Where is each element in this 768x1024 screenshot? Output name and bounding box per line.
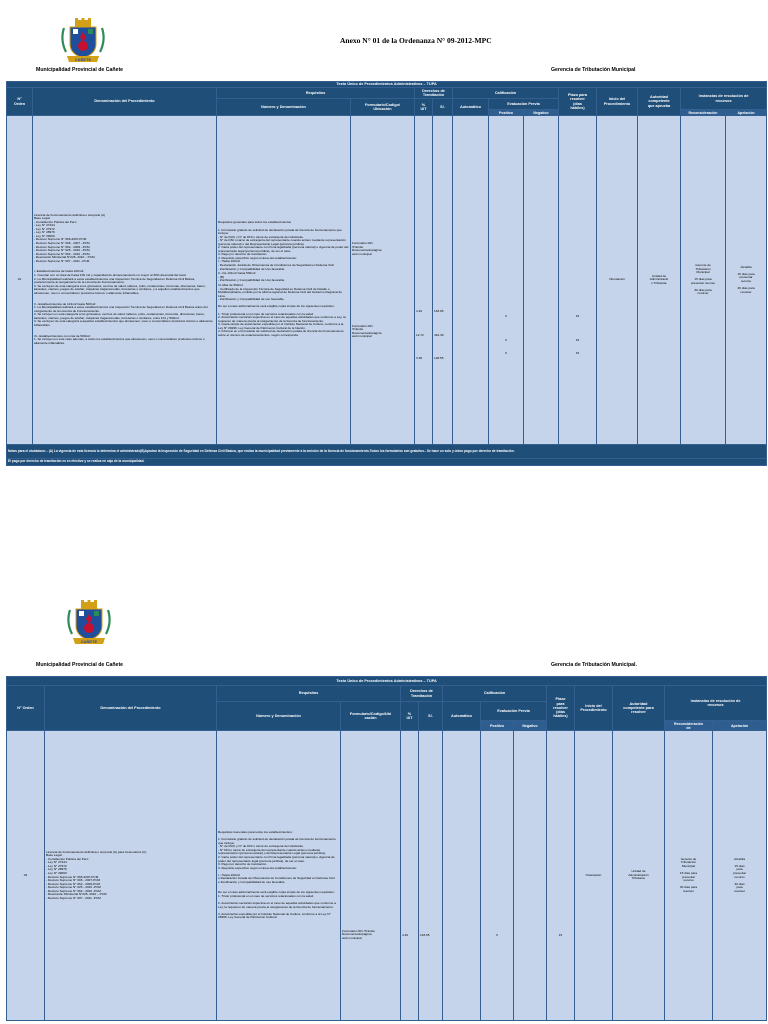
appeal-col-header: Apelación (713, 721, 767, 731)
days-value: 15 (558, 932, 563, 937)
days-value-1: 15 (575, 314, 580, 319)
days-cell (547, 731, 575, 1021)
procedure-section-i: I.-Establecimientos de hasta 100m2: 1. Cuentan con un área de hasta 100 m2 y capacidad de almacenamiento no mayor al 30% área total del local. 2. La Municipalidad realizará a estos establecimientos una Inspección Técnica de Seguridad en Defensa Civil Básica, posteriormente al otorgamiento de la Licencia de Funcionamiento. 3. Se excluyen de esta categoría a los gimnasios, centros de salud, talleres, pubs, restaurantes, licorerías, discotecas, bares, karaokes, casinos, juegos de azahar, máquinas tragamonedas, ferreterías o similares, y a aquellos establecimientos que almacenen, usen o comercialicen productos tóxicos o altamente inflamables. (34, 269, 206, 295)
number-name-header: Número y Denominación (217, 99, 351, 116)
form-location-2: Formulario 001 /Trámite Documentario/página web municipal (352, 323, 382, 339)
reconsideration-cell: Gerente de Tributación Municipal 15 días para presentar recurso 30 días para resolver (681, 116, 726, 445)
municipality-name: Municipalidad Provincial de Cañete (36, 662, 124, 668)
requirements-cell: Requisitos Generales para todos los establecimientos: 1. Formulario gratuito de solicitud de declaración jurada de licencia de funcionamiento que incluya: - N° de RUC y N° de DNI o carné de extranjería del solicitante. - N° DNI o carné de extranjería del representante cuando actúen mediante representación (persona natural) o del Representante Legal (persona jurídica). 2. Carta poder del representante con firma legalizada (persona natural) o vigencia de poder del representante legal (persona jurídica), de ser el caso. 3. Pago por derecho de tramitación 3. Requisito específico según el área del establecimiento: I.- Hasta 100m2 o Declaración Jurada de Observancia de Condiciones de Seguridad en Defensa Civil. o Zonificación y Compatibilidad de uso favorable De ser el caso adicionalmente será exigible copia simple de los siguientes requisitos: 1. Título profesional en el caso de servicios relacionados con la salud. 2. Autorización sectorial respectiva en el caso de aquellas actividades que conforme a Ley, la requieren de manera previa al otorgamiento de la licencia de funcionamiento. 3. Autorización expedida por el Instituto Nacional de Cultura, conforme a la Ley N° 28296, Ley General de Patrimonio Cultural (217, 731, 341, 1021)
requirements-header: Requisitos (217, 686, 401, 702)
start-cell: Orientación (575, 731, 613, 1021)
uit-header: % UIT (401, 702, 419, 731)
automatic-cell (453, 116, 489, 445)
days-cell (559, 116, 597, 445)
procedure-header: Denominación del Procedimiento (45, 686, 217, 731)
start-header: Inicio del Procedimiento (575, 686, 613, 731)
annex-title: Anexo N° 01 de la Ordenanza N° 09-2012-MPC (340, 36, 492, 45)
municipality-name: Municipalidad Provincial de Cañete (36, 67, 124, 73)
soles-value-1: 163.95 (434, 309, 444, 314)
negative-header: Negativo (524, 110, 559, 116)
positive-mark: X (495, 932, 499, 937)
tupa-table (6, 81, 767, 466)
negative-cell (524, 116, 559, 445)
requirements-cell (217, 116, 351, 445)
form-location-1: Formulario 001 /Trámite Documentario/página web municipal (352, 241, 382, 256)
uit-value-1: 4.49 (416, 309, 423, 314)
soles-header: S/. (433, 99, 453, 116)
appeal-cell: Alcaldía 15 días para presentar recurso 30 días para resolver (713, 731, 767, 1021)
prior-eval-header: Evaluación Previa (489, 99, 559, 110)
table-row (7, 731, 767, 1021)
form-cell (341, 731, 401, 1021)
uit-value: 4.49 (402, 932, 409, 937)
form-header: Formulario/Codigo/Ubi cación (341, 702, 401, 731)
order-header: N° Orden (7, 686, 45, 731)
tupa-title: Texto Único de Procedimientos Administrativos – TUPA (7, 82, 767, 88)
requirements-iii: III.-Más de 500m2 - Certificado de la Inspección Técnica de Seguridad en Defensa Civil de Detalle o Multidisciplinaria, emitido por la oficina regional de Defensa Civil del Gobierno Regional de Lima. - Zonificación y Compatibilidad de uso favorable De ser el caso adicionalmente será exigible copia simple de los siguientes requisitos: 1. Título profesional en el caso de servicios relacionados con la salud. 2. Autorización sectorial respectiva en el caso de aquellas actividades que conforme a Ley, la requieren de manera previa al otorgamiento de la licencia de funcionamiento. 3. Copia simple de autorización expedida por el Instituto Nacional de Cultura, conforme a la Ley N° 28296, Ley General de Patrimonio Cultural de la Nación. 4. Informar en el formulario de solicitud de declaración jurada de licencia de funcionamiento sobre el número de estacionamientos, según corresponda. (218, 283, 346, 337)
rating-header: Calificación (443, 686, 547, 702)
positive-header: Positivo (489, 110, 524, 116)
reconsideration-header: Reconsideración de (665, 721, 713, 731)
document-page-2 (0, 580, 768, 1024)
citizen-notes: Notas para el ciudadano: - (A) La vigencia de esta licencia lo determina el administrado(B)Aprobar la Inspección de Seguridad en Defensa Civil Básica, que realiza la municipalidad previamente a la emisión de la licencia de funcionamiento-Todos los formularios son gratuitos.- Se hace un solo y único pago por derecho de tramitación. (7, 445, 767, 459)
uit-value-3: 3.38 (416, 356, 423, 361)
appeal-col-header: Apelación (726, 110, 767, 116)
order-number: 02 (7, 731, 45, 1021)
positive-cell (489, 116, 524, 445)
deadline-header: Plazo para resolver (días hábiles) (547, 686, 575, 731)
requirements-header: Requisitos (217, 88, 415, 99)
negative-cell (514, 731, 547, 1021)
municipal-crest-icon (58, 18, 108, 64)
number-name-header: Número y Denominación (217, 702, 341, 731)
reconsideration-cell: Gerente de Tributación Municipal 15 días para presentar recurso 30 días para resolver (665, 731, 713, 1021)
uit-cell (415, 116, 433, 445)
prior-eval-header: Evaluación Previa (481, 702, 547, 721)
reconsideration-header: Reconsideración (681, 110, 726, 116)
automatic-header: Automático (443, 702, 481, 731)
municipal-crest-icon (64, 600, 114, 646)
soles-cell (419, 731, 443, 1021)
positive-mark-3: X (504, 351, 508, 356)
fee-header: Derechos de Tramitación (415, 88, 453, 99)
authority-header: Autoridad competente que aprueba (638, 88, 681, 116)
appeal-header: Instancias de resolución de recursos (681, 88, 767, 110)
svg-text:CAÑETE: CAÑETE (74, 57, 92, 62)
form-header: Formulario/Codigo/ Ubicación (351, 99, 415, 116)
positive-header: Positivo (481, 721, 514, 731)
office-name: Gerencia de Tributación Municipal (551, 67, 636, 73)
table-row (7, 116, 767, 445)
days-value-3: 15 (575, 351, 580, 356)
form-cell (351, 116, 415, 445)
soles-value-2: 464.39 (434, 332, 444, 337)
requirements-ii: II.- De 101m2 hasta 500m2 - (B) - Zonificación y Compatibilidad de Uso favorable (218, 271, 285, 283)
rating-header: Calificación (453, 88, 559, 99)
days-value-2: 15 (575, 337, 580, 342)
svg-text:CAÑETE: CAÑETE (80, 639, 98, 644)
order-header: N° Orden (7, 88, 33, 116)
positive-mark-1: X (504, 314, 508, 319)
uit-value-2: 12.72 (416, 332, 424, 337)
deadline-header: Plazo para resolver (días hábiles) (559, 88, 597, 116)
tupa-title: Texto Único de Procedimientos Administrativos – TUPA (7, 677, 767, 686)
fee-header: Derechos de Tramitación (401, 686, 443, 702)
positive-mark-2: X (504, 337, 508, 342)
appeal-header: Instancias de resolución de recursos (665, 686, 767, 721)
office-name: Gerencia de Tributación Municipal. (551, 662, 637, 668)
procedure-legal-basis: Licencia de funcionamiento definitiva o temporal (A) Base Legal: - Constitución Política del Perú - Ley N° 27444 - Ley N° 27972 - Ley N° 28976 - Ley N° 29060 - Decreto Supremo N° 066-2007-PCM - Decreto Supremo N° 006 - 2007 –PCM - Decreto Supremo N° 062 - 2009 –PCM - Decreto Supremo N° 025 - 2010 –PCM - Decreto Supremo N° 064 - 2010 –PCM - Resolución Ministerial N°226- 2010 – PCM - Decreto Supremo N° 007 - 2011 –PCM (34, 212, 106, 263)
appeal-cell: Alcaldía 15 días para presentar recurso 30 días para resolver (726, 116, 767, 445)
authority-cell: Unidad de Administració n Tributaria. (638, 116, 681, 445)
soles-value-3: 128.55 (434, 356, 444, 361)
start-cell: Orientación (597, 116, 638, 445)
tupa-table (6, 676, 767, 1021)
positive-cell (481, 731, 514, 1021)
procedure-header: Denominación del Procedimiento (33, 88, 217, 116)
order-number: 01 (7, 116, 33, 445)
form-location: Formulario 001 /Trámite Documentario/página web municipal (342, 928, 375, 940)
document-page-1 (0, 0, 768, 500)
automatic-cell (443, 731, 481, 1021)
soles-header: S/. (419, 702, 443, 731)
authority-header: Autoridad competente para resolver (613, 686, 665, 731)
procedure-section-iii: III.- Establecimientos con más de 500m2: 1. Se incluyen en este caso además, a todos los establecimientos que almacenen, usen o comercialicen productos tóxicos o altamente inflamables. (34, 333, 205, 345)
authority-cell: Unidad de Administración Tributaria. (613, 731, 665, 1021)
procedure-cell (33, 116, 217, 445)
negative-header: Negativo (514, 721, 547, 731)
payment-note: El pago por derecho de tramitación es en efectivo y se realiza en caja de la municipalidad. (7, 459, 767, 466)
soles-cell (433, 116, 453, 445)
procedure-cell: Licencia de funcionamiento definitiva o temporal (A) para Cesionarios (C) Base Legal: - Constitución Política del Perú - Ley N° 27444 - Ley N° 27972 - Ley N° 28976 - Ley N° 29060 - Decreto Supremo N° 066-2007-PCM - Decreto Supremo N° 006 - 2007-PCM - Decreto Supremo N° 062 - 2009-PCM - Decreto Supremo N° 025 - 2010 -PCM - Decreto Supremo N° 064 - 2010 -PCM - Resolución Ministerial N°226- 2010 – PCM - Decreto Supremo N° 007 - 2011 -PCM (45, 731, 217, 1021)
start-header: Inicio del Procedimiento (597, 88, 638, 116)
uit-header: % UIT (415, 99, 433, 116)
requirements-general: Requisitos generales para todos los establecimientos 1. Formulario gratuito de solicitud de declaración jurada de licencia de funcionamiento que incluya: - N° de RUC y N° de DNI o carné de extranjería del solicitante. - N° de DNI o carné de extranjería del representante cuando actúen mediante representación (persona natural) o del Representante Legal (persona jurídica) 2. Carta poder del representante con firma legalizada (persona natural) o vigencia de poder del representante legal (persona jurídica), de ser el caso. 3. Pago por derecho de tramitación. 4. Requisito específico según el área del establecimiento: I.- Hasta 100m2 - Declaración Jurada de Observancia de Condiciones de Seguridad en Defensa Civil - Zonificación y Compatibilidad de Uso favorable (218, 220, 349, 271)
procedure-section-ii: II.- Establecimientos de 101m2 hasta 500m2: 1. La Municipalidad realizará a estos establecimientos una Inspección Técnica de Seguridad en Defensa Civil Básica antes del otorgamiento de la Licencia de Funcionamiento. 2. Se incluyen en esta categoría a los gimnasios, centros de salud, talleres, pubs, restaurantes, licorerías, discotecas, bares, karaokes, casinos, juegos de azahar, máquinas tragamonedas, ferreterías o similares, entre 101 y 500m2. 3. Se excluyen de esta categoría a aquellos establecimientos que almacenen, usen o comercialicen productos tóxicos o altamente inflamables. (34, 301, 213, 327)
uit-cell (401, 731, 419, 1021)
soles-value: 163.95 (420, 932, 430, 937)
automatic-header: Automático (453, 99, 489, 116)
